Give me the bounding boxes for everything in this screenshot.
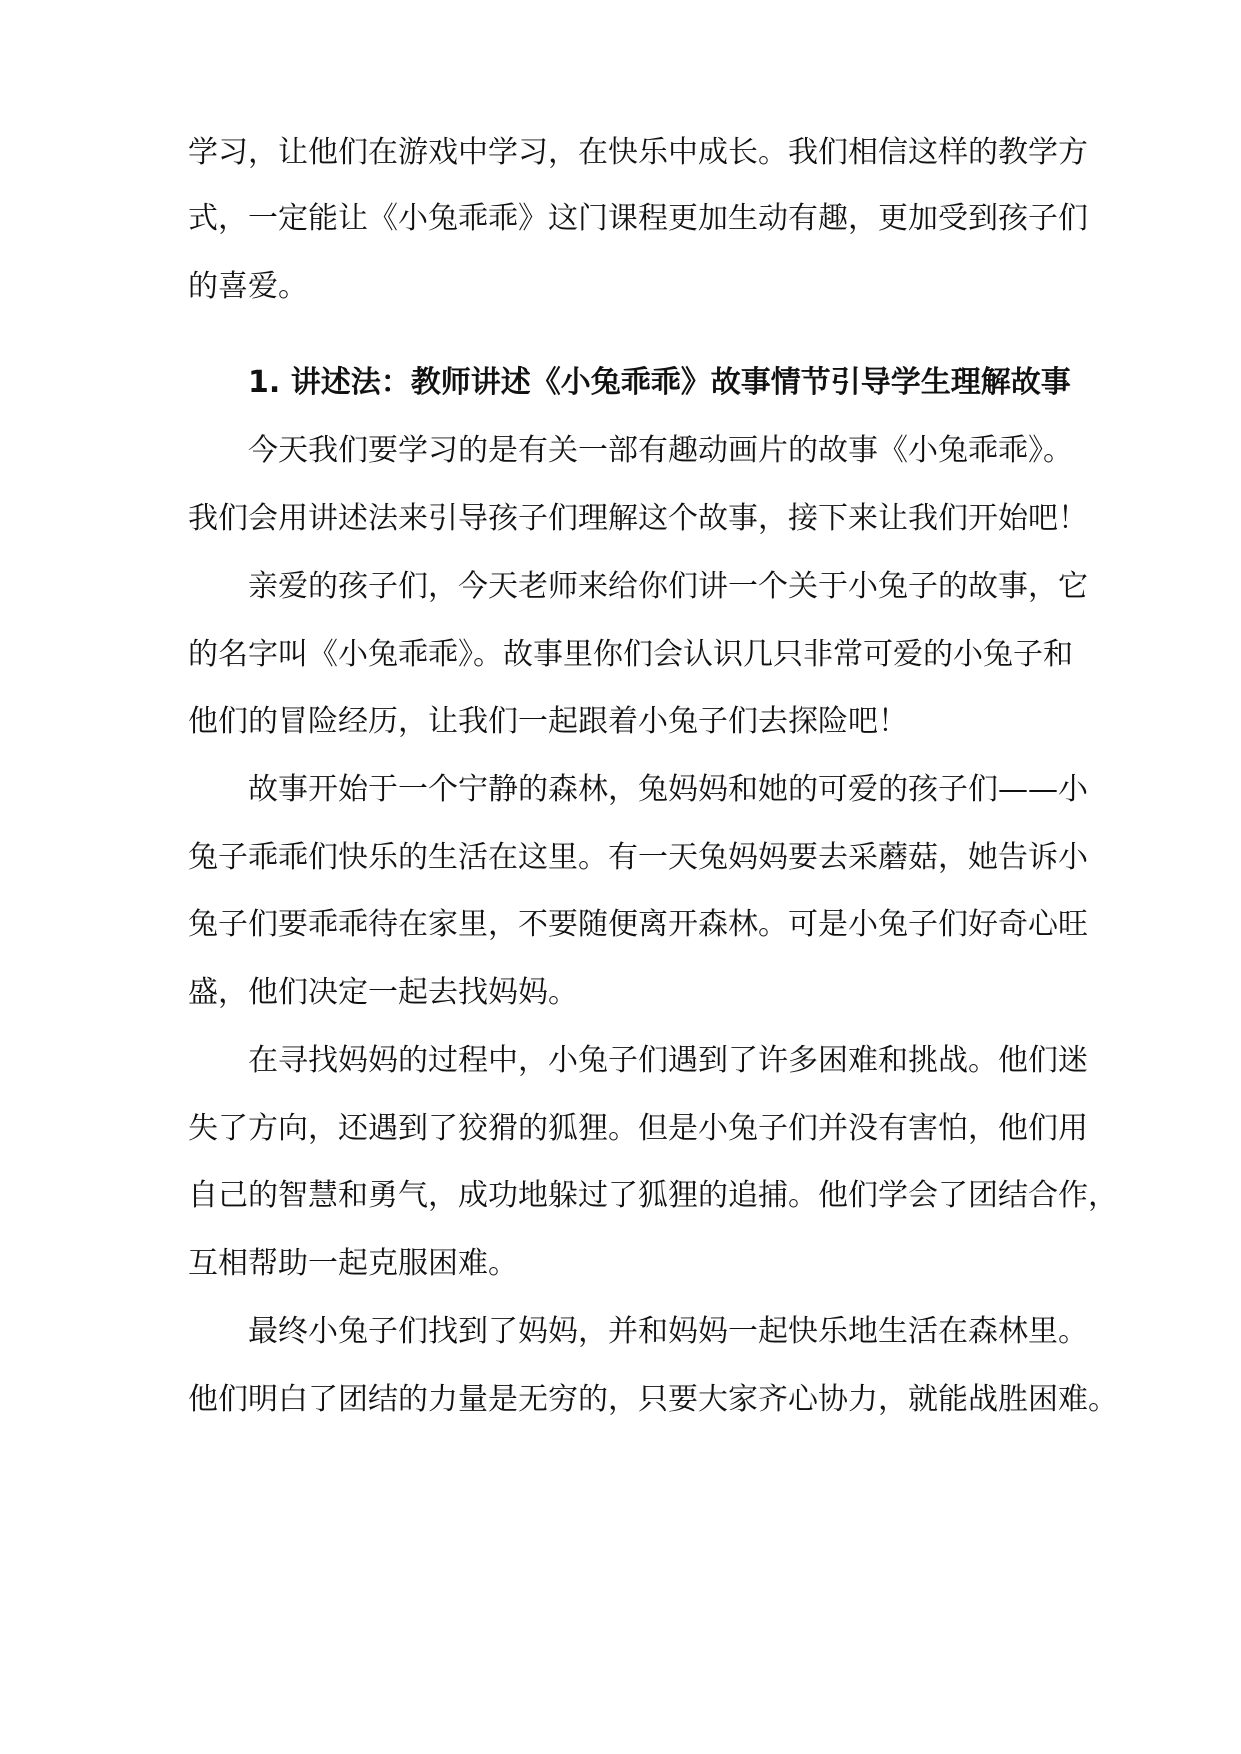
paragraph-3-line-4: 盛，他们决定一起去找妈妈。	[188, 975, 578, 1010]
paragraph-2-line-1: 亲爱的孩子们，今天老师来给你们讲一个关于小兔子的故事，它	[248, 569, 1088, 604]
paragraph-3-line-1: 故事开始于一个宁静的森林，兔妈妈和她的可爱的孩子们——小	[248, 772, 1088, 807]
paragraph-2-line-3: 他们的冒险经历，让我们一起跟着小兔子们去探险吧！	[188, 704, 908, 739]
paragraph-4-line-2: 失了方向，还遇到了狡猾的狐狸。但是小兔子们并没有害怕，他们用	[188, 1111, 1088, 1146]
paragraph-4-line-4: 互相帮助一起克服困难。	[188, 1246, 518, 1281]
paragraph-3-line-3: 兔子们要乖乖待在家里，不要随便离开森林。可是小兔子们好奇心旺	[188, 907, 1088, 942]
paragraph-2-line-2: 的名字叫《小兔乖乖》。故事里你们会认识几只非常可爱的小兔子和	[188, 637, 1073, 672]
intro-line-1: 学习，让他们在游戏中学习，在快乐中成长。我们相信这样的教学方	[188, 135, 1088, 170]
intro-line-3: 的喜爱。	[188, 269, 308, 304]
paragraph-3-line-2: 兔子乖乖们快乐的生活在这里。有一天兔妈妈要去采蘑菇，她告诉小	[188, 840, 1088, 875]
paragraph-4-line-3: 自己的智慧和勇气，成功地躲过了狐狸的追捕。他们学会了团结合作，	[188, 1178, 1118, 1213]
paragraph-1-line-2: 我们会用讲述法来引导孩子们理解这个故事，接下来让我们开始吧！	[188, 501, 1088, 536]
paragraph-5-line-2: 他们明白了团结的力量是无穷的，只要大家齐心协力，就能战胜困难。	[188, 1382, 1118, 1417]
paragraph-1-line-1: 今天我们要学习的是有关一部有趣动画片的故事《小兔乖乖》。	[248, 433, 1073, 468]
intro-line-2: 式，一定能让《小兔乖乖》这门课程更加生动有趣，更加受到孩子们	[188, 201, 1088, 236]
section-heading: 1. 讲述法：教师讲述《小兔乖乖》故事情节引导学生理解故事	[248, 365, 1071, 400]
paragraph-5-line-1: 最终小兔子们找到了妈妈，并和妈妈一起快乐地生活在森林里。	[248, 1314, 1088, 1349]
paragraph-4-line-1: 在寻找妈妈的过程中，小兔子们遇到了许多困难和挑战。他们迷	[248, 1043, 1088, 1078]
